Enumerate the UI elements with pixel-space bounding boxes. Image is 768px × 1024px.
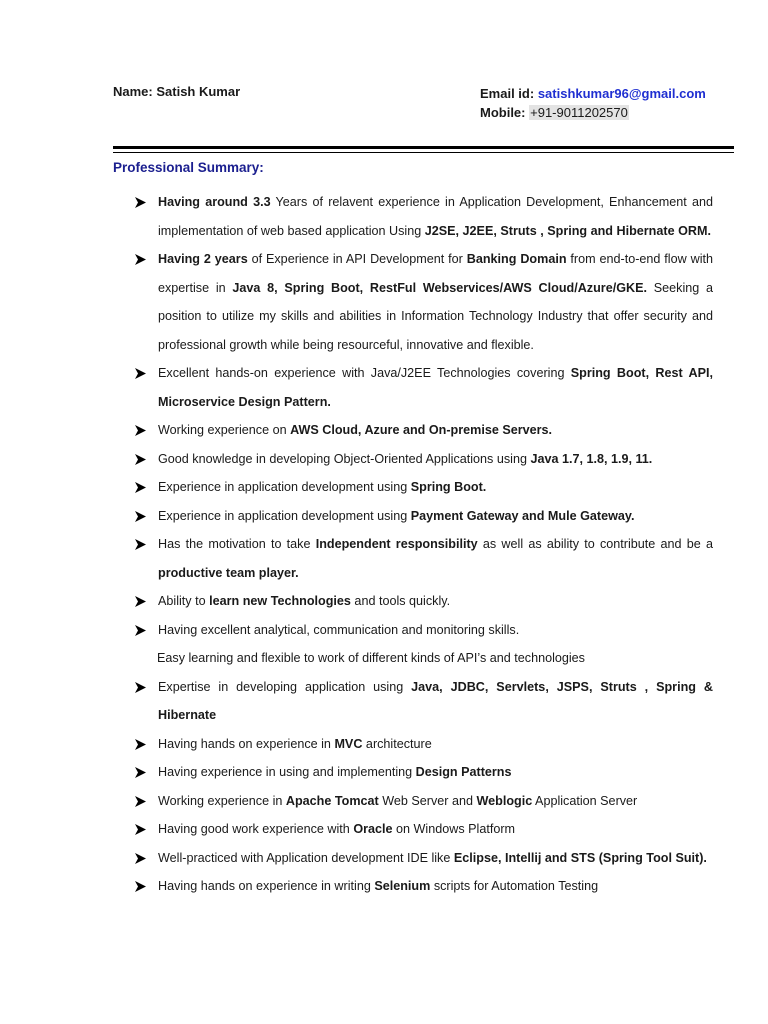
list-item: Having 2 years of Experience in API Development for Banking Domain from end-to-end flow with expertise in Java 8, Spring Boot, RestFul Webservices/AWS Cloud/Azure/GKE. Seeking a position to utilize my skills and abilities in Information Technology Industry that offer security and professional growth while being resourceful, innovative and flexible. [113, 245, 713, 359]
arrow-bullet-icon [134, 853, 146, 864]
list-item: Experience in application development using Spring Boot. [113, 473, 713, 502]
email-link[interactable]: satishkumar96@gmail.com [537, 86, 706, 101]
header-divider-thin [113, 152, 734, 153]
resume-header [113, 84, 734, 124]
list-item: Well-practiced with Application development IDE like Eclipse, Intellij and STS (Spring Tool Suit). [113, 844, 713, 873]
arrow-bullet-icon [134, 796, 146, 807]
list-item: Working experience on AWS Cloud, Azure and On-premise Servers. [113, 416, 713, 445]
list-item: Having good work experience with Oracle on Windows Platform [113, 815, 713, 844]
contact-block [480, 84, 706, 122]
list-item: Working experience in Apache Tomcat Web Server and Weblogic Application Server [113, 787, 713, 816]
list-item: Having excellent analytical, communication and monitoring skills. [113, 616, 713, 645]
arrow-bullet-icon [134, 824, 146, 835]
mobile-label: Mobile: [480, 105, 526, 120]
list-item: Excellent hands-on experience with Java/J2EE Technologies covering Spring Boot, Rest API, Microservice Design Pattern. [113, 359, 713, 416]
list-item: Good knowledge in developing Object-Oriented Applications using Java 1.7, 1.8, 1.9, 11. [113, 445, 713, 474]
email-label: Email id: [480, 86, 535, 101]
arrow-bullet-icon [134, 511, 146, 522]
list-item: Expertise in developing application using Java, JDBC, Servlets, JSPS, Struts , Spring & Hibernate [113, 673, 713, 730]
mobile-row [480, 103, 706, 122]
arrow-bullet-icon [134, 197, 146, 208]
summary-list [113, 188, 713, 901]
arrow-bullet-icon [134, 682, 146, 693]
arrow-bullet-icon [134, 482, 146, 493]
list-item: Having around 3.3 Years of relavent experience in Application Development, Enhancement and implementation of web based application Using J2SE, J2EE, Struts , Spring and Hibernate ORM. [113, 188, 713, 245]
list-item: Having experience in using and implementing Design Patterns [113, 758, 713, 787]
list-item: Experience in application development using Payment Gateway and Mule Gateway. [113, 502, 713, 531]
arrow-bullet-icon [134, 625, 146, 636]
candidate-name: Name: Satish Kumar [113, 84, 241, 99]
list-item: Having hands on experience in writing Selenium scripts for Automation Testing [113, 872, 713, 901]
email-row [480, 84, 706, 103]
header-divider-thick [113, 146, 734, 149]
arrow-bullet-icon [134, 254, 146, 265]
arrow-bullet-icon [134, 425, 146, 436]
list-item: Having hands on experience in MVC architecture [113, 730, 713, 759]
arrow-bullet-icon [134, 454, 146, 465]
arrow-bullet-icon [134, 767, 146, 778]
list-item: Ability to learn new Technologies and tools quickly. [113, 587, 713, 616]
arrow-bullet-icon [134, 596, 146, 607]
arrow-bullet-icon [134, 368, 146, 379]
list-item: Has the motivation to take Independent responsibility as well as ability to contribute and be a productive team player. [113, 530, 713, 587]
list-item-plain: Easy learning and flexible to work of different kinds of API’s and technologies [157, 651, 585, 665]
mobile-number: +91-9011202570 [530, 105, 628, 120]
section-title-professional-summary: Professional Summary: [113, 160, 264, 175]
arrow-bullet-icon [134, 881, 146, 892]
arrow-bullet-icon [134, 739, 146, 750]
arrow-bullet-icon [134, 539, 146, 550]
